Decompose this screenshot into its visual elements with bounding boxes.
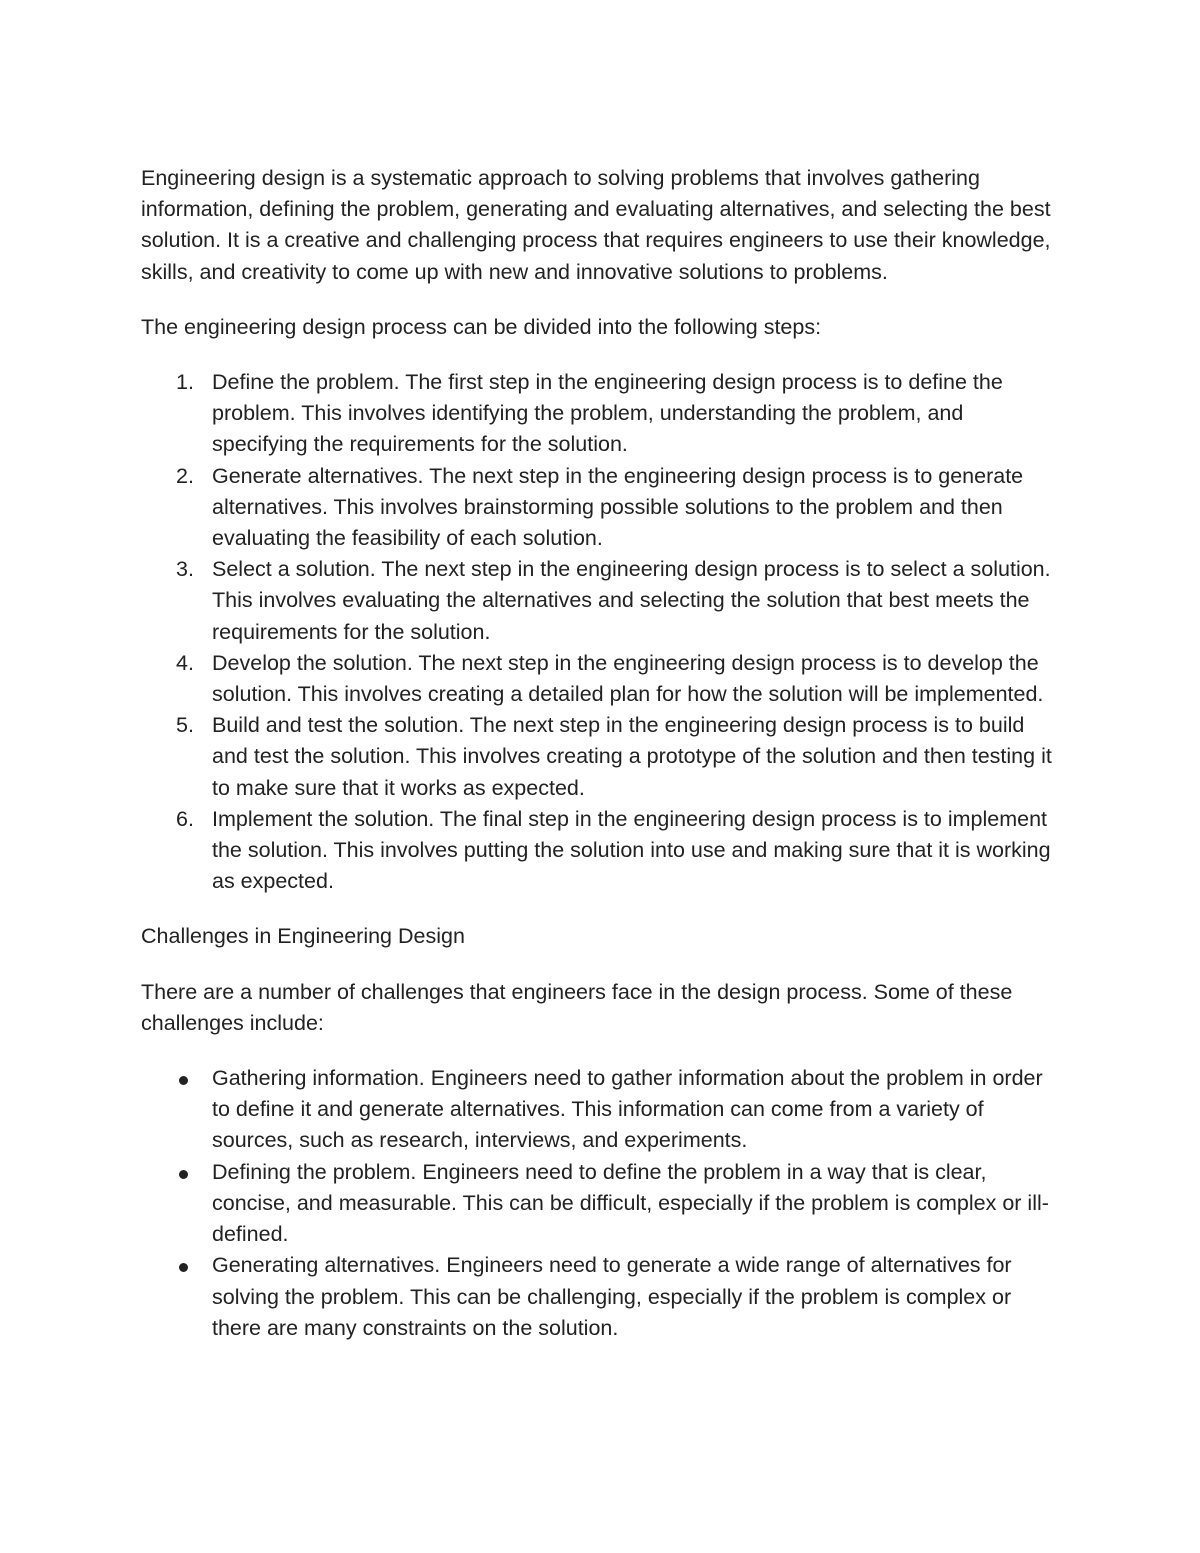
step-text: Implement the solution. The final step in the engineering design process is to implement the solution. This involves putting the solution into use and making sure that it is working as expected. — [212, 806, 1051, 894]
step-number: 4. — [176, 650, 194, 675]
step-number: 5. — [176, 713, 194, 738]
bullet-icon — [179, 1170, 188, 1179]
bullet-icon — [179, 1076, 188, 1085]
step-number: 3. — [176, 557, 194, 582]
challenges-lead-paragraph: There are a number of challenges that engineers face in the design process. Some of these challenges include: — [141, 979, 1013, 1035]
challenge-item — [141, 1063, 1061, 1157]
step-text: Select a solution. The next step in the engineering design process is to select a solution. This involves evaluating the alternatives and selecting the solution that best meets the requirements for the solution. — [212, 557, 1051, 644]
step-item — [141, 461, 1061, 555]
challenges-list — [141, 1063, 1061, 1344]
step-number: 6. — [176, 806, 194, 831]
step-text: Build and test the solution. The next step in the engineering design process is to build and test the solution. This involves creating a prototype of the solution and then testing it to make sure that it works as expected. — [212, 713, 1052, 800]
challenge-text: Defining the problem. Engineers need to define the problem in a way that is clear, concise, and measurable. This can be difficult, especially if the problem is complex or ill-defined. — [212, 1159, 1049, 1247]
step-number: 1. — [176, 370, 194, 395]
step-item — [141, 554, 1061, 648]
step-text: Generate alternatives. The next step in the engineering design process is to generate alternatives. This involves brainstorming possible solutions to the problem and then evaluating the feasibility of each solution. — [212, 463, 1024, 551]
challenge-item — [141, 1250, 1061, 1344]
steps-lead-paragraph: The engineering design process can be divided into the following steps: — [141, 314, 822, 339]
step-text: Develop the solution. The next step in the engineering design process is to develop the solution. This involves creating a detailed plan for how the solution will be implemented. — [212, 650, 1044, 707]
step-item — [141, 804, 1061, 898]
document-page — [141, 163, 1061, 1344]
challenge-item — [141, 1157, 1061, 1251]
intro-paragraph: Engineering design is a systematic approach to solving problems that involves gathering information, defining the problem, generating and evaluating alternatives, and selecting the best solution. It is a creative and challenging process that requires engineers to use their knowledge, skills, and creativity to come up with new and innovative solutions to problems. — [141, 166, 1051, 284]
challenge-text: Gathering information. Engineers need to gather information about the problem in order to define it and generate alternatives. This information can come from a variety of sources, such as research, interviews, and experiments. — [212, 1066, 1043, 1153]
step-item — [141, 710, 1061, 804]
challenge-text: Generating alternatives. Engineers need to generate a wide range of alternatives for solving the problem. This can be challenging, especially if the problem is complex or there are many constraints on the solution. — [212, 1253, 1012, 1340]
step-item — [141, 367, 1061, 461]
step-item — [141, 648, 1061, 710]
challenges-heading: Challenges in Engineering Design — [141, 924, 465, 949]
step-number: 2. — [176, 463, 194, 488]
steps-list — [141, 367, 1061, 897]
bullet-icon — [179, 1263, 188, 1272]
step-text: Define the problem. The first step in the engineering design process is to define the problem. This involves identifying the problem, understanding the problem, and specifying the requirements for the solution. — [212, 370, 1003, 457]
